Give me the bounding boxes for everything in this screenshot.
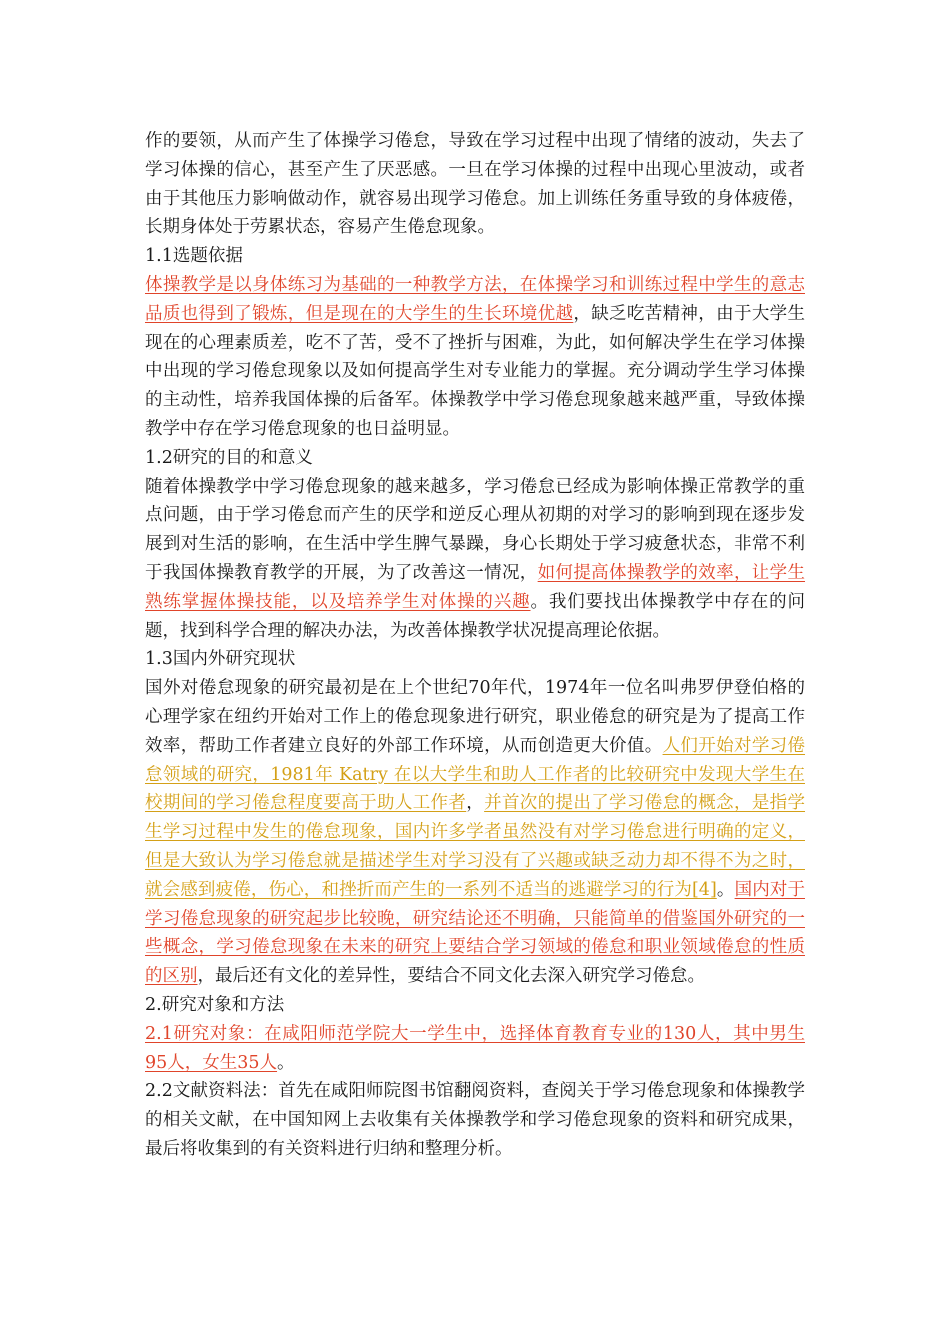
paragraph-intro: 作的要领，从而产生了体操学习倦怠，导致在学习过程中出现了情绪的波动，失去了学习体操的信心，甚至产生了厌恶感。一旦在学习体操的过程中出现心里波动，或者由于其他压力影响做动作，就容易出现学习倦怠。加上训练任务重导致的身体疲倦，长期身体处于劳累状态，容易产生倦怠现象。 xyxy=(145,131,805,238)
paragraph-text: 。 xyxy=(277,1052,295,1073)
highlight-yellow-text: 并首次的提出了学习倦怠的概念，是指学生学习过程中发生的倦怠现象，国内许多学者虽然没有对学习倦怠进行明确的定义，但是大致认为学习倦怠就是描述学生对学习没有了兴趣或缺乏动力却不得不为之时，就会感到疲倦，伤心，和挫折而产生的一系列不适当的逃避学习的行为[4] xyxy=(145,793,806,900)
highlight-red-text: 如何提高体操教学的效率，让学生熟练掌握体操技能，以及培养学生对体操的兴趣 xyxy=(145,562,806,612)
section-heading-1-1: 1.1选题依据 xyxy=(145,246,243,267)
paragraph-topic-basis xyxy=(145,271,805,444)
highlight-red-text: 体操教学是以身体练习为基础的一种教学方法，在体操学习和训练过程中学生的意志品质也得到了锻炼，但是现在的大学生的生长环境优越 xyxy=(145,274,805,324)
paragraph-text: ，最后还有文化的差异性，要结合不同文化去深入研究学习倦怠。 xyxy=(197,966,705,987)
highlight-yellow-text: 人们开始对学习倦怠领域的研究，1981年 Katry 在以大学生和助人工作者的比较研究中发现大学生在校期间的学习倦怠程度要高于助人工作者 xyxy=(145,735,806,814)
paragraph-text: 随着体操教学中学习倦怠现象的越来越多，学习倦怠已经成为影响体操正常教学的重点问题，由于学习倦怠而产生的厌学和逆反心理从初期的对学习的影响到现在逐步发展到对生活的影响，在生活中学生脾气暴躁，身心长期处于学习疲惫状态，非常不利于我国体操教育教学的开展，为了改善这一情况， xyxy=(145,476,805,583)
paragraph-text: ， xyxy=(466,793,485,814)
section-heading-1-3: 1.3国内外研究现状 xyxy=(145,649,296,670)
section-heading-2: 2.研究对象和方法 xyxy=(145,994,285,1015)
highlight-red-text: 国内对于学习倦怠现象的研究起步比较晚，研究结论还不明确，只能简单的借鉴国外研究的一些概念，学习倦怠现象在未来的研究上要结合学习领域的倦怠和职业领域倦怠的性质的区别 xyxy=(145,879,806,987)
highlight-red-text: 2.1研究对象：在咸阳师范学院大一学生中，选择体育教育专业的130人，其中男生95人，女生35人 xyxy=(145,1023,805,1073)
paragraph-literature-method: 2.2文献资料法：首先在咸阳师院图书馆翻阅资料，查阅关于学习倦怠现象和体操教学的相关文献，在中国知网上去收集有关体操教学和学习倦怠现象的资料和研究成果，最后将收集到的有关资料进行归纳和整理分析。 xyxy=(145,1081,805,1159)
section-heading-1-2: 1.2研究的目的和意义 xyxy=(145,447,313,468)
document-page xyxy=(145,127,805,1164)
paragraph-text: 国外对倦怠现象的研究最初是在上个世纪70年代，1974年一位名叫弗罗伊登伯格的心理学家在纽约开始对工作上的倦怠现象进行研究，职业倦怠的研究是为了提高工作效率，帮助工作者建立良好的外部工作环境，从而创造更大价值。 xyxy=(145,678,805,756)
paragraph-text: 。 xyxy=(716,879,735,900)
paragraph-text: ，缺乏吃苦精神，由于大学生现在的心理素质差，吃不了苦，受不了挫折与困难，为此，如何解决学生在学习体操中出现的学习倦怠现象以及如何提高学生对专业能力的掌握。充分调动学生学习体操的主动性，培养我国体操的后备军。体操教学中学习倦怠现象越来越严重，导致体操教学中存在学习倦怠现象的也日益明显。 xyxy=(145,303,806,439)
paragraph-subjects xyxy=(145,1020,805,1078)
paragraph-text: 。我们要找出体操教学中存在的问题，找到科学合理的解决办法，为改善体操教学状况提高理论依据。 xyxy=(145,591,805,641)
paragraph-purpose xyxy=(145,473,805,646)
paragraph-research-status xyxy=(145,674,805,991)
